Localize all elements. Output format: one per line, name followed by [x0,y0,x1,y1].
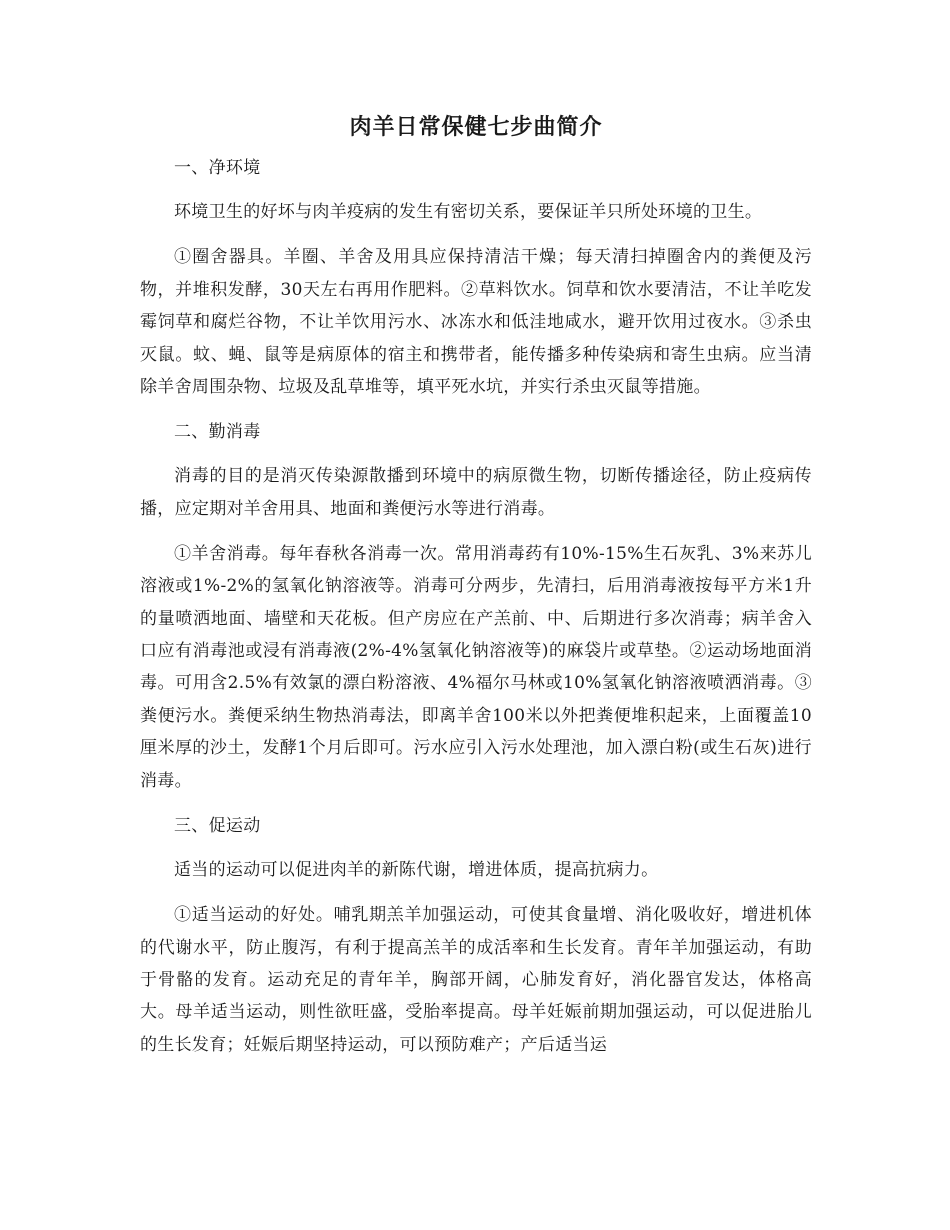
paragraph: 适当的运动可以促进肉羊的新陈代谢，增进体质，提高抗病力。 [174,860,659,881]
document-title: 肉羊日常保健七步曲简介 [349,115,603,140]
section-heading: 一、净环境 [174,158,261,178]
document-page [140,112,812,1074]
paragraph: 环境卫生的好坏与肉羊疫病的发生有密切关系，要保证羊只所处环境的卫生。 [174,202,763,223]
section-heading: 二、勤消毒 [174,422,261,443]
paragraph: ①适当运动的好处。哺乳期羔羊加强运动，可使其食量增、消化吸收好，增进机体的代谢水平，防止腹泻，有利于提高羔羊的成活率和生长发育。青年羊加强运动，有助于骨骼的发育。运动充足的青年羊，胸部开阔，心肺发育好，消化器官发达，体格高大。母羊适当运动，则性欲旺盛，受胎率提高。母羊妊娠前期加强运动，可以促进胎儿的生长发育；妊娠后期坚持运动，可以预防难产；产后适当运 [140,905,812,1055]
paragraph: ①羊舍消毒。每年春秋各消毒一次。常用消毒药有10%-15%生石灰乳、3%来苏儿溶液或1%-2%的氢氧化钠溶液等。消毒可分两步，先清扫，后用消毒液按每平方米1升的量喷洒地面、墙壁和天花板。但产房应在产羔前、中、后期进行多次消毒；病羊舍入口应有消毒池或浸有消毒液(2%-4%氢氧化钠溶液等)的麻袋片或草垫。②运动场地面消毒。可用含2.5%有效氯的漂白粉溶液、4%福尔马林或10%氢氧化钠溶液喷洒消毒。③粪便污水。粪便采纳生物热消毒法，即离羊舍100米以外把粪便堆积起来，上面覆盖10厘米厚的沙土，发酵1个月后即可。污水应引入污水处理池，加入漂白粉(或生石灰)进行消毒。 [140,543,812,791]
paragraph: ①圈舍器具。羊圈、羊舍及用具应保持清洁干燥；每天清扫掉圈舍内的粪便及污物，并堆积发酵，30天左右再用作肥料。②草料饮水。饲草和饮水要清洁，不让羊吃发霉饲草和腐烂谷物，不让羊饮用污水、冰冻水和低洼地咸水，避开饮用过夜水。③杀虫灭鼠。蚊、蝇、鼠等是病原体的宿主和携带者，能传播多种传染病和寄生虫病。应当清除羊舍周围杂物、垃圾及乱草堆等，填平死水坑，并实行杀虫灭鼠等措施。 [140,247,812,398]
section-heading: 三、促运动 [174,815,261,836]
paragraph: 消毒的目的是消灭传染源散播到环境中的病原微生物，切断传播途径，防止疫病传播，应定期对羊舍用具、地面和粪便污水等进行消毒。 [140,466,812,519]
